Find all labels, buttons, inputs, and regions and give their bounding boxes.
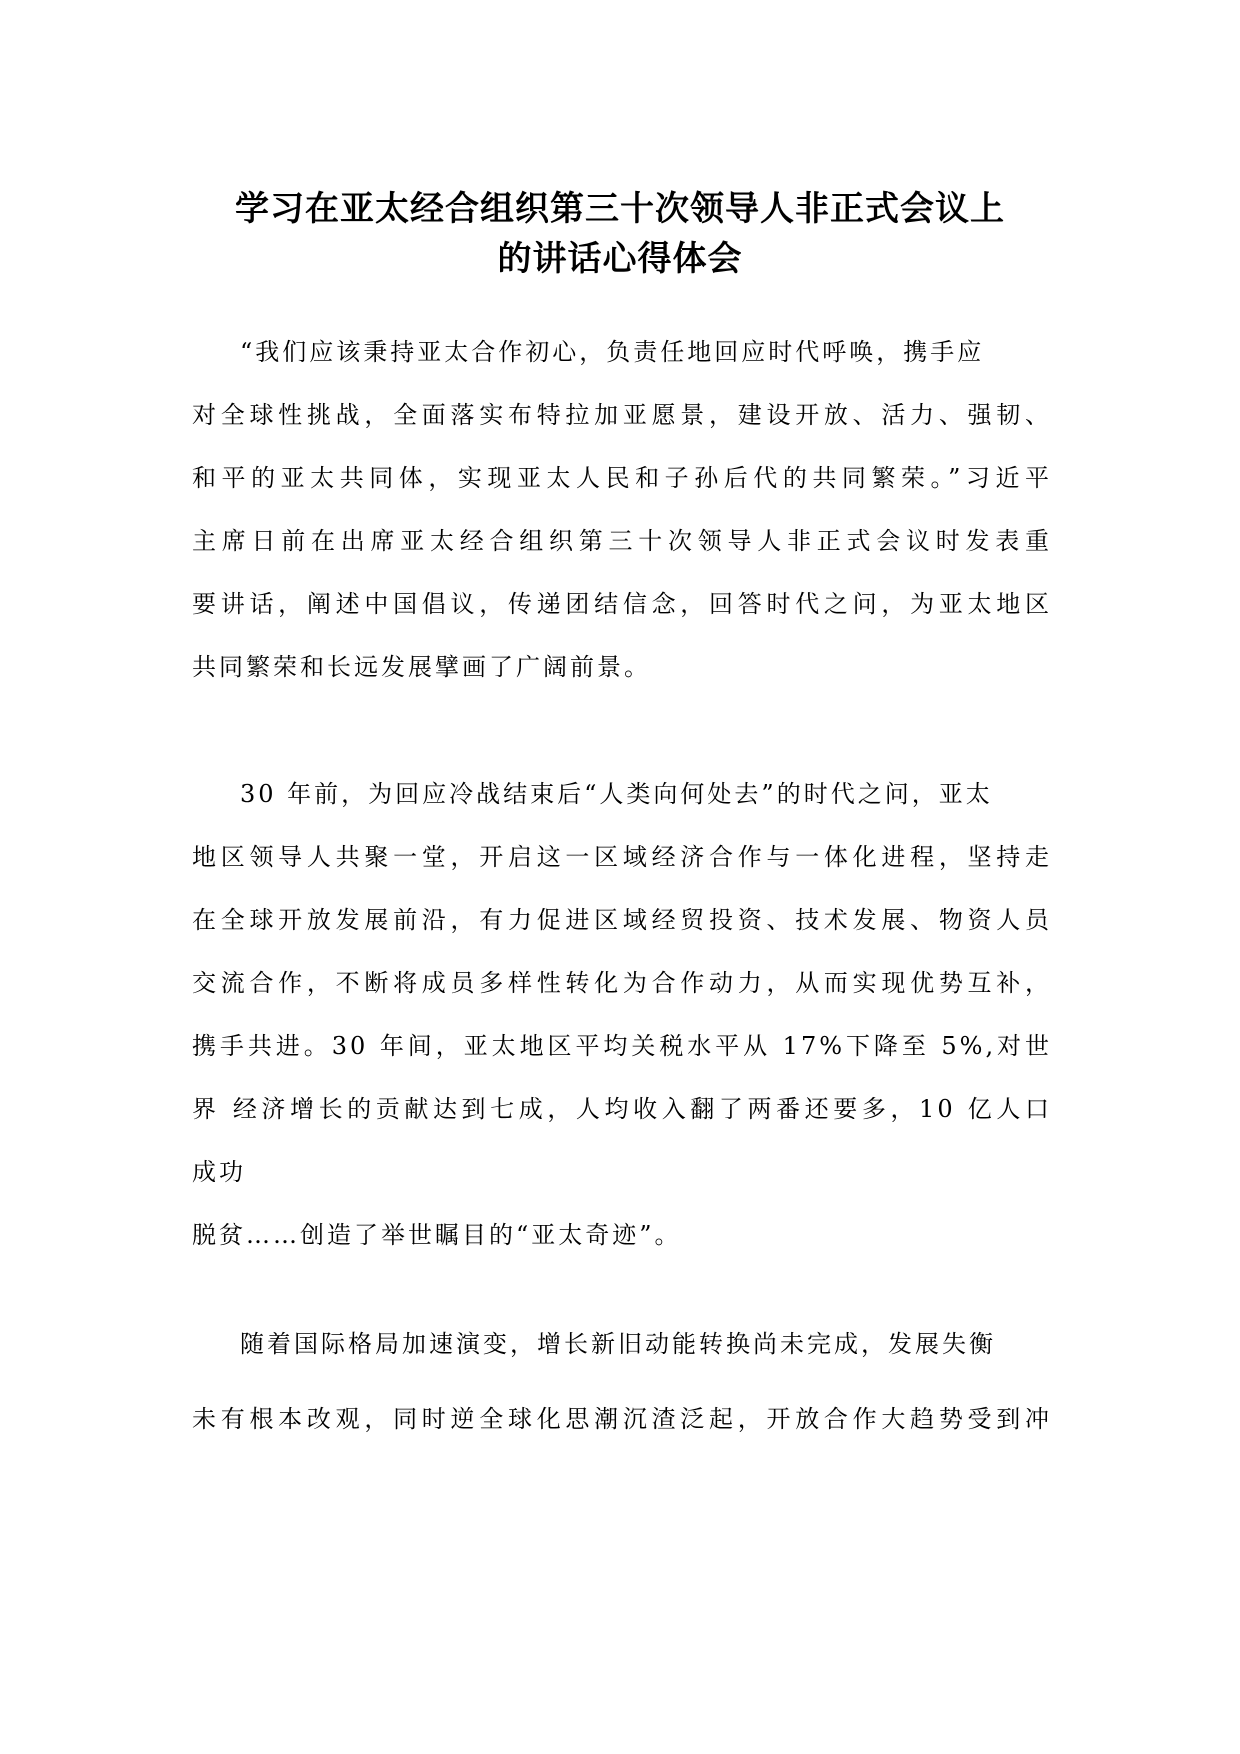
paragraph-3-line-2: 未有根本改观，同时逆全球化思潮沉渣泛起，开放合作大趋势受到冲 bbox=[192, 1405, 1052, 1433]
paragraph-1-line-5: 要讲话，阐述中国倡议，传递团结信念，回答时代之问，为亚太地区 bbox=[192, 590, 1052, 618]
paragraph-2-line-1: 30 年前，为回应冷战结束后“人类向何处去”的时代之问，亚太 bbox=[240, 780, 993, 808]
document-title-line-1: 学习在亚太经合组织第三十次领导人非正式会议上 bbox=[235, 189, 1005, 229]
document-title-line-2: 的讲话心得体会 bbox=[497, 239, 743, 279]
paragraph-1-line-4: 主席日前在出席亚太经合组织第三十次领导人非正式会议时发表重 bbox=[192, 527, 1052, 555]
paragraph-2-line-4: 交流合作，不断将成员多样性转化为合作动力，从而实现优势互补， bbox=[192, 969, 1052, 997]
paragraph-2-line-5: 携手共进。30 年间，亚太地区平均关税水平从 17%下降至 5%,对世 bbox=[192, 1032, 1052, 1060]
paragraph-2-line-2: 地区领导人共聚一堂，开启这一区域经济合作与一体化进程，坚持走 bbox=[192, 843, 1052, 871]
paragraph-2-line-6: 界 经济增长的贡献达到七成，人均收入翻了两番还要多，10 亿人口 bbox=[192, 1095, 1052, 1123]
paragraph-1-line-3: 和平的亚太共同体，实现亚太人民和子孙后代的共同繁荣。”习近平 bbox=[192, 464, 1052, 492]
paragraph-1-line-6: 共同繁荣和长远发展擘画了广阔前景。 bbox=[192, 653, 651, 681]
paragraph-2-line-7: 成功 bbox=[192, 1158, 246, 1186]
paragraph-1-line-2: 对全球性挑战，全面落实布特拉加亚愿景，建设开放、活力、强韧、 bbox=[192, 401, 1052, 429]
paragraph-2-line-3: 在全球开放发展前沿，有力促进区域经贸投资、技术发展、物资人员 bbox=[192, 906, 1052, 934]
paragraph-3-line-1: 随着国际格局加速演变，增长新旧动能转换尚未完成，发展失衡 bbox=[240, 1330, 996, 1358]
paragraph-1-line-1: “我们应该秉持亚太合作初心，负责任地回应时代呼唤，携手应 bbox=[240, 338, 985, 366]
paragraph-2-line-8: 脱贫……创造了举世瞩目的“亚太奇迹”。 bbox=[192, 1221, 682, 1249]
